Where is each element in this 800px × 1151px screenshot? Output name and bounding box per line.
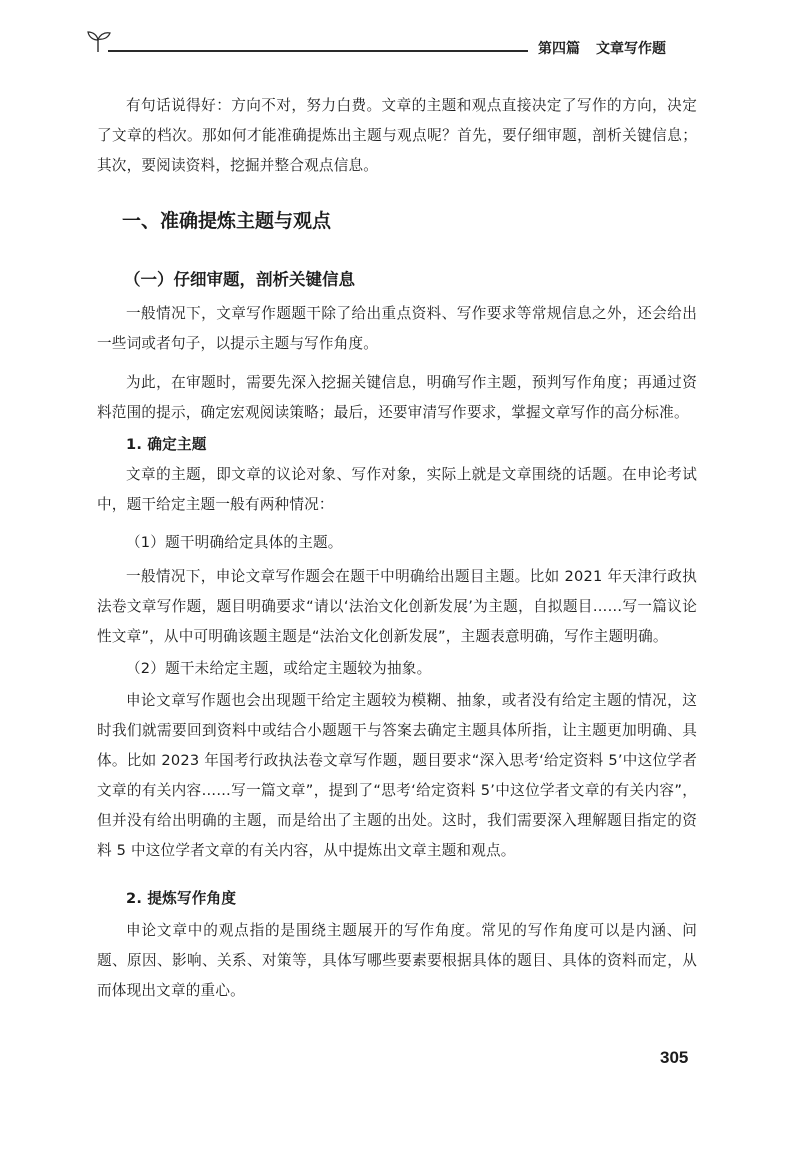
case-2: （2）题干未给定主题，或给定主题较为抽象。 (126, 660, 432, 677)
body-paragraph-6: 申论文章中的观点指的是围绕主题展开的写作角度。常见的写作角度可以是内涵、问题、原因、影响、关系、对策等，具体写哪些要素要根据具体的题目、具体的资料而定，从而体现出文章的重心。 (97, 922, 697, 999)
body-paragraph-1: 一般情况下，文章写作题题干除了给出重点资料、写作要求等常规信息之外，还会给出一些词或者句子，以提示主题与写作角度。 (97, 305, 697, 352)
section-heading: 一、准确提炼主题与观点 (122, 210, 332, 232)
chapter-title: 文章写作题 (596, 41, 666, 57)
running-header (86, 28, 696, 58)
subsection-heading: （一）仔细审题，剖析关键信息 (124, 270, 355, 289)
intro-paragraph: 有句话说得好：方向不对，努力白费。文章的主题和观点直接决定了写作的方向，决定了文章的档次。那如何才能准确提炼出主题与观点呢？首先，要仔细审题，剖析关键信息；其次，要阅读资料，挖掘并整合观点信息。 (97, 97, 697, 174)
page-number: 305 (660, 1048, 689, 1067)
header-rule (108, 50, 528, 52)
case-1: （1）题干明确给定具体的主题。 (126, 534, 343, 551)
body-paragraph-3: 文章的主题，即文章的议论对象、写作对象，实际上就是文章围绕的话题。在申论考试中，题干给定主题一般有两种情况： (97, 466, 697, 513)
body-paragraph-2: 为此，在审题时，需要先深入挖掘关键信息，明确写作主题，预判写作角度；再通过资料范围的提示，确定宏观阅读策略；最后，还要审清写作要求，掌握文章写作的高分标准。 (97, 374, 697, 421)
body-paragraph-4: 一般情况下，申论文章写作题会在题干中明确给出题目主题。比如 2021 年天津行政执法卷文章写作题，题目明确要求“请以‘法治文化创新发展’为主题，自拟题目……写一篇议论性文章”，从中可明确该题主题是“法治文化创新发展”，主题表意明确，写作主题明确。 (97, 568, 697, 645)
header-text (538, 38, 666, 58)
point-heading-1: 1. 确定主题 (126, 436, 207, 453)
body-paragraph-5: 申论文章写作题也会出现题干给定主题较为模糊、抽象，或者没有给定主题的情况，这时我们就需要回到资料中或结合小题题干与答案去确定主题具体所指，让主题更加明确、具体。比如 2023 年国考行政执法卷文章写作题，题目要求“深入思考‘给定资料 5’中这位学者文章的有关内容……写一篇文章”，提到了“思考‘给定资料 5’中这位学者文章的有关内容”，但并没有给出明确的主题，而是给出了主题的出处。这时，我们需要深入理解题目指定的资料 5 中这位学者文章的有关内容，从中提炼出文章主题和观点。 (97, 692, 697, 859)
point-heading-2: 2. 提炼写作角度 (126, 890, 237, 907)
chapter-label: 第四篇 (538, 41, 580, 57)
